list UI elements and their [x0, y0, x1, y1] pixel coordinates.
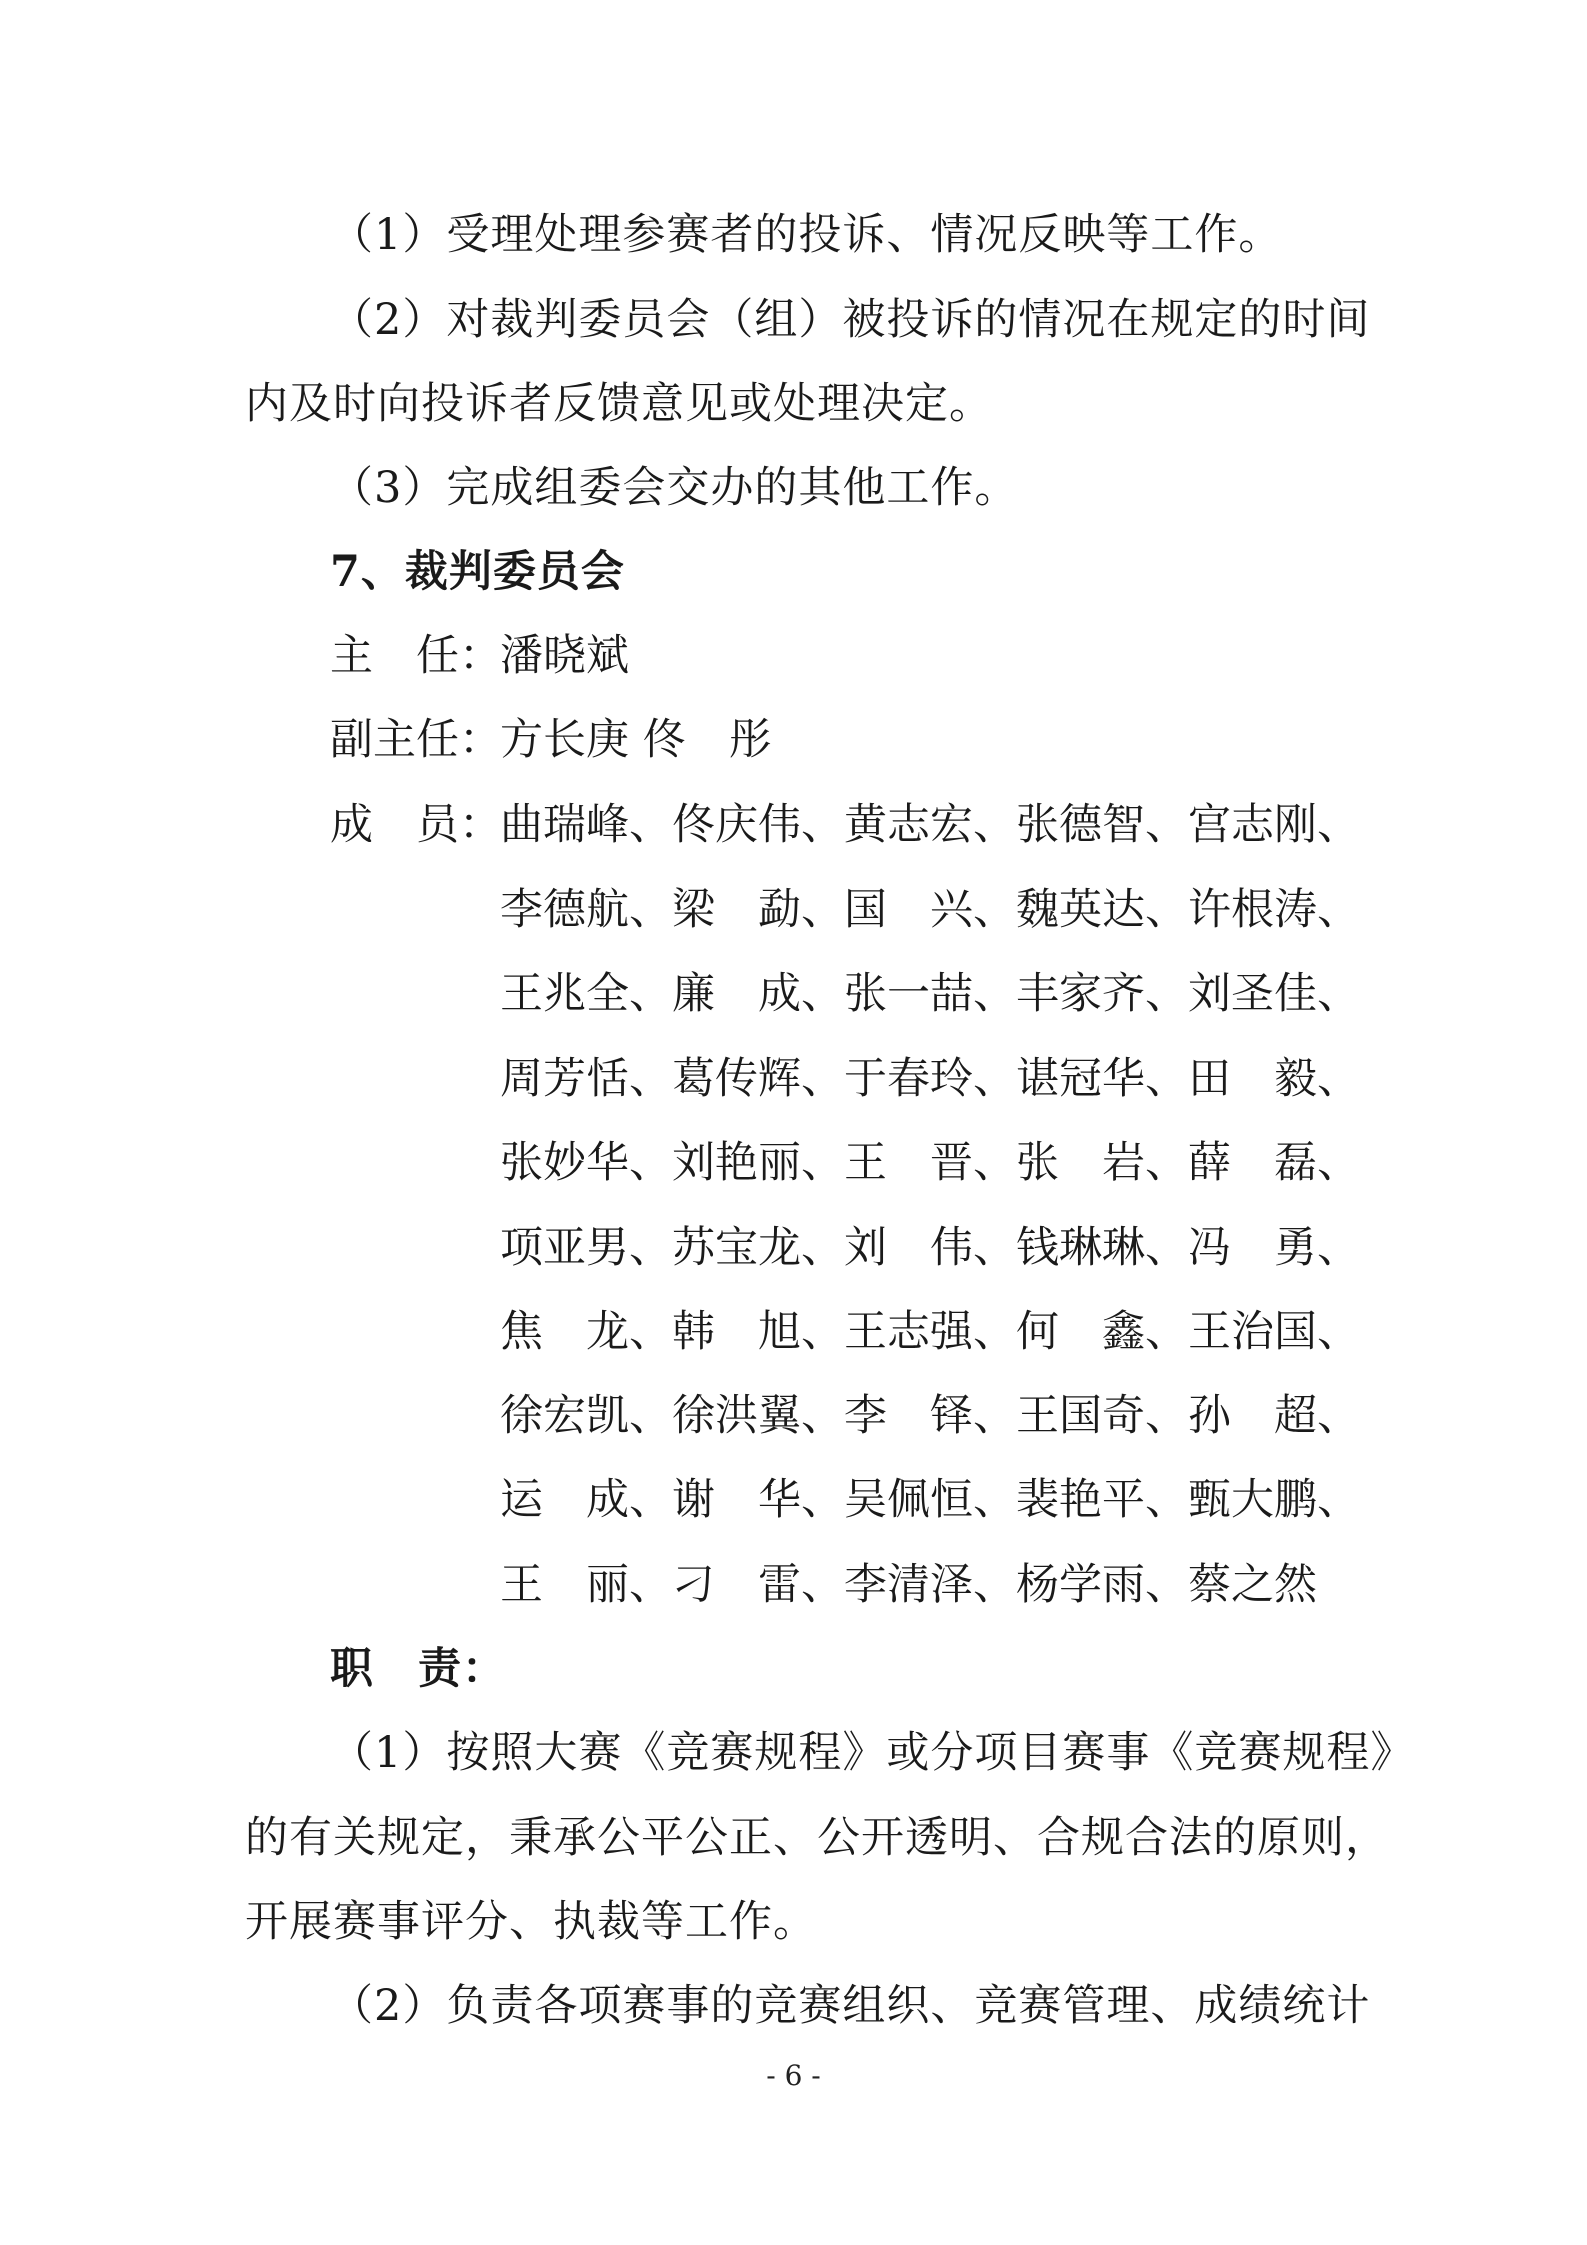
members-row: 运 成、谢 华、吴佩恒、裴艳平、甄大鹏、: [500, 1475, 1360, 1525]
duty-item-3: （3）完成组委会交办的其他工作。: [330, 463, 1019, 513]
director-name: 潘晓斌: [500, 631, 629, 681]
members-row: 曲瑞峰、佟庆伟、黄志宏、张德智、宫志刚、: [500, 800, 1360, 850]
members-row: 王兆全、廉 成、张一喆、丰家齐、刘圣佳、: [500, 969, 1360, 1019]
members-row: 徐宏凯、徐洪翼、李 铎、王国奇、孙 超、: [500, 1391, 1360, 1441]
director-label: 主 任：: [330, 631, 502, 681]
members-label: 成 员：: [330, 800, 502, 850]
members-row: 王 丽、刁 雷、李清泽、杨学雨、蔡之然: [500, 1560, 1317, 1610]
deputy-label: 副主任：: [330, 715, 502, 765]
members-row: 张妙华、刘艳丽、王 晋、张 岩、薛 磊、: [500, 1138, 1360, 1188]
members-row: 李德航、梁 勐、国 兴、魏英达、许根涛、: [500, 885, 1360, 935]
members-row: 项亚男、苏宝龙、刘 伟、钱琳琳、冯 勇、: [500, 1223, 1360, 1273]
duty-item-1: （1）受理处理参赛者的投诉、情况反映等工作。: [330, 210, 1283, 260]
members-row: 周芳恬、葛传辉、于春玲、谌冠华、田 毅、: [500, 1054, 1360, 1104]
section-heading: 7、裁判委员会: [330, 547, 625, 597]
page-number: - 6 -: [766, 2059, 821, 2092]
duty-item-2-cont: 内及时向投诉者反馈意见或处理决定。: [245, 379, 993, 429]
duty-item-1: （1）按照大赛《竞赛规程》或分项目赛事《竞赛规程》: [330, 1728, 1415, 1778]
duty-item-1-cont: 开展赛事评分、执裁等工作。: [245, 1897, 817, 1947]
duty-item-2: （2）负责各项赛事的竞赛组织、竞赛管理、成绩统计: [330, 1981, 1371, 2031]
members-row: 焦 龙、韩 旭、王志强、何 鑫、王治国、: [500, 1307, 1360, 1357]
duties-heading: 职 责：: [330, 1644, 506, 1694]
duty-item-2: （2）对裁判委员会（组）被投诉的情况在规定的时间: [330, 295, 1371, 345]
duty-item-1-cont: 的有关规定，秉承公平公正、公开透明、合规合法的原则，: [245, 1813, 1389, 1863]
deputy-names: 方长庚 佟 彤: [500, 715, 772, 765]
